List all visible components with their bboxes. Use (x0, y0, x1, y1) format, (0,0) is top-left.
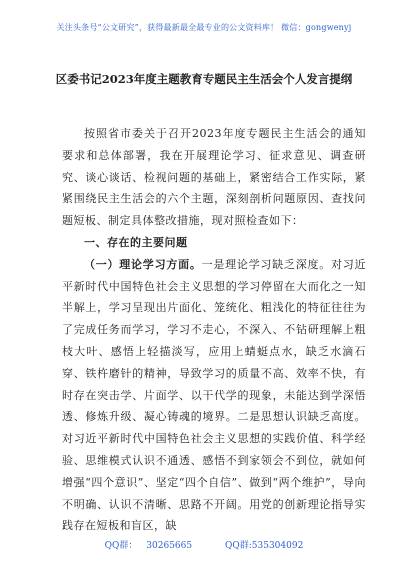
subsection-paragraph (62, 254, 366, 537)
section-heading: 一、存在的主要问题 (84, 235, 188, 249)
intro-paragraph: 按照省市委关于召开2023年度专题民主生活会的通知要求和总体部署，我在开展理论学习、征求意见、调查研究、谈心谈话、检视问题的基础上，紧密结合工作实际，紧紧围绕民主生活会的六个主题，深刻剖析问题原因、查找问题短板、制定具体整改措施，现对照检查如下： (62, 127, 366, 228)
document-title: 区委书记2023年度主题教育专题民主生活会个人发言提纲 (55, 72, 353, 86)
subsection-body: 一是理论学习缺乏深度。对习近平新时代中国特色社会主义思想的学习停留在大而化之一知半解上，学习呈现出片面化、笼统化、粗浅化的特征往往为了完成任务而学习，学习不走心，不深入、不钻研理解上粗枝大叶、感悟上轻描淡写，应用上蜻蜓点水，缺乏水滴石穿、铁杵磨针的精神，导致学习的质量不高、效率不快，有时存在突击学、片面学、以干代学的现象，未能达到学深悟透、修炼升级、凝心铸魂的境界。二是思想认识缺乏高度。对习近平新时代中国特色社会主义思想的实践价值、科学经验、思维模式认识不通透、感悟不到家领会不到位，就如何增强“四个意识”、坚定“四个自信”、做到“两个维护”，导向不明确、认识不清晰、思路不开阔。用党的创新理论指导实践存在短板和盲区，缺 (62, 257, 366, 533)
subsection-label: （一）理论学习方面。 (84, 257, 202, 271)
footer-contact (0, 538, 408, 551)
document-body (62, 123, 366, 537)
promo-banner: 关注头条号“公文研究”，获得最新最全最专业的公文资料库！ 微信：gongwenyj (56, 23, 352, 32)
footer-qq-group-1: QQ群： 30265665 (104, 541, 193, 551)
footer-qq-group-2: QQ群:535304092 (224, 541, 304, 551)
